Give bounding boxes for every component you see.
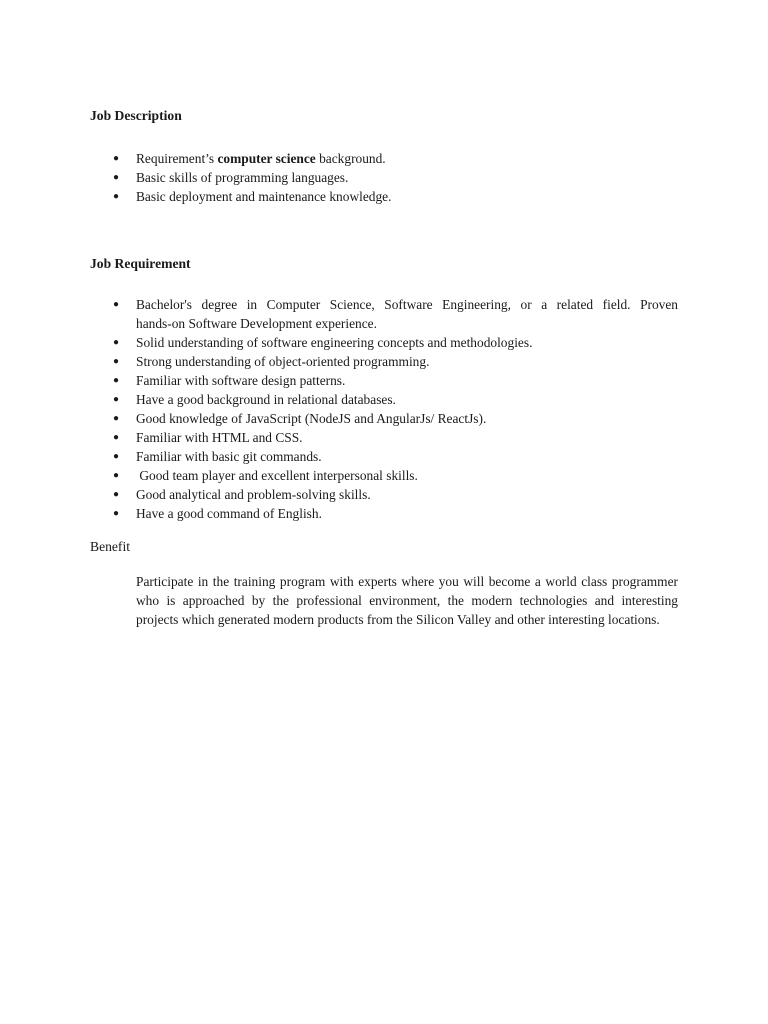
benefit-heading: Benefit [90,539,131,554]
list-item-text-post: background. [315,151,386,166]
bullet-icon: ● [113,356,120,367]
job-description-list [0,149,678,206]
bullet-icon: ● [113,191,120,202]
list-item-text: Good knowledge of JavaScript (NodeJS and AngularJs/ ReactJs). [136,411,487,426]
list-item [0,447,678,466]
list-item [0,466,678,485]
list-item [0,168,678,187]
bullet-icon: ● [113,432,120,443]
bullet-icon: ● [113,470,120,481]
list-item-text: Familiar with HTML and CSS. [136,430,303,445]
list-item-text-line1: Bachelor's degree in Computer Science, Software Engineering, or a related field. Proven [136,297,678,312]
bullet-icon: ● [113,394,120,405]
job-requirement-heading: Job Requirement [90,256,191,271]
list-item [0,390,678,409]
job-requirement-list [0,295,678,523]
bullet-icon: ● [113,489,120,500]
list-item-text-line2: hands-on Software Development experience. [136,316,377,331]
bullet-icon: ● [113,451,120,462]
list-item-text: Good analytical and problem-solving skills. [136,487,371,502]
list-item-text: Good team player and excellent interpersonal skills. [136,468,418,483]
job-description-heading: Job Description [90,108,182,123]
bullet-icon: ● [113,337,120,348]
list-item [0,504,678,523]
benefit-line: Participate in the training program with experts where you will become a world class programmer [136,574,678,589]
list-item-text: Basic skills of programming languages. [136,170,349,185]
list-item [0,295,678,333]
list-item [0,333,678,352]
list-item-text: Familiar with software design patterns. [136,373,346,388]
list-item [0,371,678,390]
bullet-icon: ● [113,172,120,183]
list-item [0,352,678,371]
bullet-icon: ● [113,153,120,164]
list-item-text: Solid understanding of software engineering concepts and methodologies. [136,335,533,350]
bullet-icon: ● [113,299,120,310]
list-item-text: Have a good background in relational databases. [136,392,396,407]
bullet-icon: ● [113,508,120,519]
benefit-line: who is approached by the professional environment, the modern technologies and interesting [136,593,678,608]
list-item [0,409,678,428]
list-item [0,187,678,206]
list-item-text-pre: Requirement’s [136,151,218,166]
list-item-text: Have a good command of English. [136,506,322,521]
benefit-line: projects which generated modern products from the Silicon Valley and other interesting locations. [136,612,660,627]
list-item [0,428,678,447]
list-item-text: Strong understanding of object-oriented programming. [136,354,430,369]
list-item-text: Familiar with basic git commands. [136,449,322,464]
list-item-text: Basic deployment and maintenance knowledge. [136,189,392,204]
list-item-text-bold: computer science [217,151,316,166]
list-item [0,485,678,504]
list-item [0,149,678,168]
bullet-icon: ● [113,375,120,386]
bullet-icon: ● [113,413,120,424]
benefit-paragraph [136,572,678,629]
